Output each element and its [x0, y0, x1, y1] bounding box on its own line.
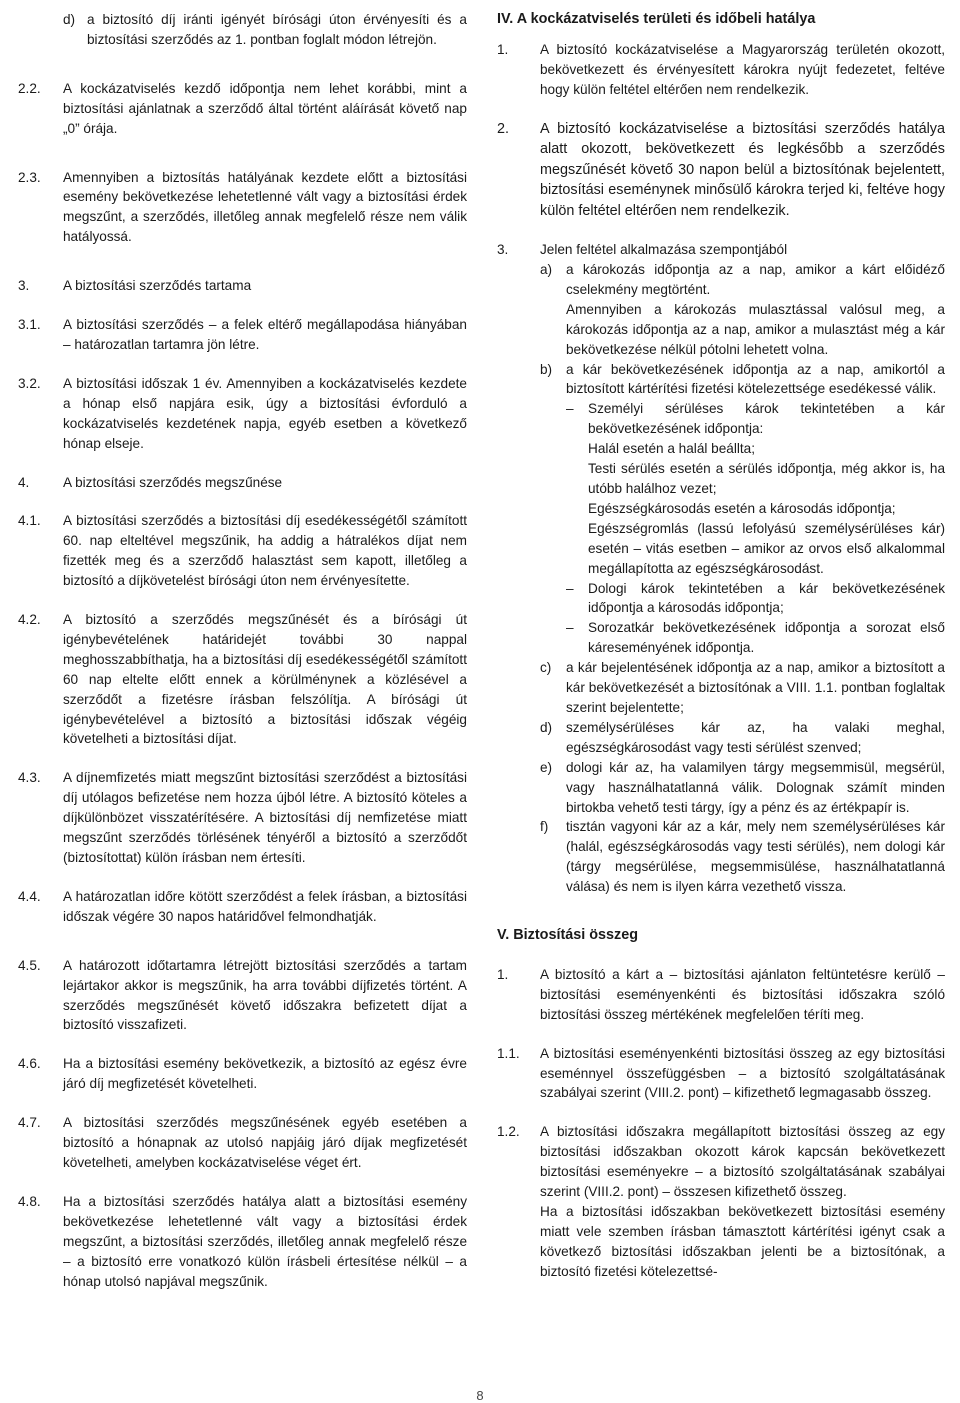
clause-4-1	[18, 511, 467, 591]
clause-4-7	[18, 1113, 467, 1173]
clause-number: 4.1.	[18, 513, 41, 529]
left-column	[18, 10, 467, 1291]
clause-number: 4.2.	[18, 612, 41, 628]
clause-3-1	[18, 315, 467, 355]
clause-number: 2.	[497, 120, 510, 137]
definition-text: dologi kár az, ha valamilyen tárgy megsemmisül, megsérül, vagy használhatatlanná válik. Dolognak számít minden birtokba vehető testi tárgy, így a pénz és az értékpapír is.	[566, 759, 945, 815]
clause-2-3	[18, 168, 467, 248]
definition-label: a)	[540, 262, 553, 278]
clause-2-1-d	[63, 10, 467, 50]
clause-number: 3.2.	[18, 375, 41, 391]
clause-text: A biztosítási időszak 1 év. Amennyiben a kockázatviselés kezdete a hónap első napjára esik, úgy a biztosítási évforduló a kockázatviselés kezdetének napja, egyéb esetben a következő hónap elseje.	[63, 375, 467, 451]
definition-label: b)	[540, 361, 553, 377]
definition-label: e)	[540, 759, 553, 775]
dash-text: Sorozatkár bekövetkezésének időpontja a sorozat első káreseményének időpontja.	[588, 620, 945, 656]
definition-label: f)	[540, 819, 549, 835]
clause-text: Jelen feltétel alkalmazása szempontjából	[540, 242, 788, 258]
definition-text: tisztán vagyoni kár az a kár, mely nem személysérüléses kár (halál, egészségkárosodás vagy testi sérülés), nem dologi kár (tárgy megsérülése, megsemmisülése, használhatatlanná válása) és nem is ilyen kárra vezethető vissza.	[566, 819, 945, 895]
clause-v-1	[497, 965, 945, 1025]
clause-number: 1.1.	[497, 1045, 520, 1061]
clause-text: A határozott időtartamra létrejött biztosítási szerződés a tartam lejártakor akkor is megszűnik, ha arra további díjfizetés történt. A szerződés megszűnését követő időszakra befizetett díjat a biztosító visszafizeti.	[63, 957, 467, 1033]
clause-text: Ha a biztosítási esemény bekövetkezik, a biztosító az egész évre járó díj megfizetését követelheti.	[63, 1056, 467, 1092]
clause-text: Amennyiben a biztosítás hatályának kezdete előtt a biztosítási esemény bekövetkezése lehetetlenné vált vagy a biztosítási érdek megszűnt, a szerződés, illetőleg annak megfelelő része nem válik hatályossá.	[63, 169, 467, 245]
definition-a-continued: Amennyiben a károkozás mulasztással valósul meg, a károkozás időpontja az a nap, amikor a mulasztást még a kár bekövetkezése nélkül pótolni lehetett volna.	[566, 301, 945, 357]
definition-f	[540, 817, 945, 897]
section-number: 3.	[18, 278, 30, 294]
definition-a	[540, 260, 945, 300]
definition-b	[540, 360, 945, 400]
section-4-heading	[18, 473, 467, 493]
dash-subline: Halál esetén a halál beállta;	[588, 441, 756, 457]
clause-iv-1	[497, 40, 945, 100]
dash-text: Dologi károk tekintetében a kár bekövetkezésének időpontja a károsodás időpontja;	[588, 580, 945, 616]
clause-text: a biztosító díj iránti igényét bírósági úton érvényesíti és a biztosítási szerződés az 1. pontban foglalt módon létrejön.	[87, 12, 467, 47]
clause-number: 3.	[497, 242, 509, 258]
definition-text: a kár bekövetkezésének időpontja az a nap, amikortól a biztosított kártérítési fizetési kötelezettsége esedékessé válik.	[566, 361, 945, 397]
clause-text: A biztosítási szerződés a biztosítási díj esedékességétől számított 60. nap elteltével megszűnik, ha addig a hátralékos díjat nem fizették meg és a szerződő halasztást sem kapott, illetőleg a biztosító a díjkövetelést bírósági úton nem érvényesítette.	[63, 513, 467, 589]
clause-number: 4.8.	[18, 1193, 41, 1209]
clause-text: A biztosító a szerződés megszűnését és a bírósági út igénybevételének határidejét további 30 nappal meghosszabbíthatja, ha a biztosítási díj esedékességétől számított 60 nap eltelte előtt ennek a körülménynek a közlésével a szerződőt a fizetésre írásban felszólítja. A bírósági út igénybevételével a biztosító a biztosítási időszak végéig követelheti a biztosítási díjat.	[63, 612, 467, 747]
definition-label: c)	[540, 660, 552, 676]
clause-text: A biztosítási szerződés – a felek eltérő megállapodása hiányában – határozatlan tartamra jön létre.	[63, 317, 467, 352]
clause-text: A biztosító kockázatviselése a Magyarország területén okozott, bekövetkezett és érvényesített károkra nyújt fedezetet, feltéve hogy külön feltétel eltérően nem rendelkezik.	[540, 41, 945, 97]
clause-text: Ha a biztosítási szerződés hatálya alatt a biztosítási esemény bekövetkezése lehetetlenné vált vagy a biztosítási érdek megszűnt, a biztosítási szerződés, illetőleg annak megfelelő része – a biztosító erre vonatkozó külön írásbeli értesítése nélkül – a hónap utolsó napjával megszűnik.	[63, 1193, 467, 1289]
dash-marker: –	[566, 580, 574, 596]
section-title: A biztosítási szerződés tartama	[63, 278, 252, 294]
section-iv-heading: IV. A kockázatviselés területi és időbeli hatálya	[497, 11, 816, 27]
clause-number: 1.	[497, 966, 509, 982]
definition-c	[540, 658, 945, 718]
clause-4-2	[18, 610, 467, 749]
clause-4-5	[18, 956, 467, 1036]
section-3-heading	[18, 276, 467, 296]
dash-text: Személyi sérüléses károk tekintetében a kár bekövetkezésének időpontja:	[588, 401, 945, 437]
clause-text: A kockázatviselés kezdő időpontja nem lehet korábbi, mint a biztosítási ajánlatnak a szerződő által történt aláírását követő nap „0” órája.	[63, 80, 467, 136]
clause-number: 3.1.	[18, 317, 41, 333]
dash-marker: –	[566, 401, 574, 417]
clause-number: 4.4.	[18, 888, 41, 904]
dash-item-series	[566, 618, 945, 658]
clause-v-1-2	[497, 1122, 945, 1281]
clause-number: 2.2.	[18, 80, 41, 96]
clause-text: A biztosítási eseményenkénti biztosítási összeg az egy biztosítási eseménnyel összefüggésben – a biztosító szolgáltatásának szabályai szerint (VIII.2. pont) – kifizethető legmagasabb összeg.	[540, 1045, 945, 1101]
clause-text: A díjnemfizetés miatt megszűnt biztosítási szerződést a biztosítási díj utólagos befizetése nem hozza újból létre. A biztosító köteles a díjkülönbözet visszatérítésére. A biztosítási díj nemfizetése miatt megszűnt szerződés törlésének tényéről a biztosító a szerződőt (biztosítottat) külön írásban nem értesíti.	[63, 770, 467, 865]
definition-text: személysérüléses kár az, ha valaki meghal, egészségkárosodást vagy testi sérülést szenved;	[566, 719, 945, 755]
definition-d	[540, 718, 945, 758]
clause-iv-3	[497, 240, 945, 260]
clause-text-continued: Ha a biztosítási időszakban bekövetkezett biztosítási esemény miatt vele szemben írásban támasztott kártérítési igényt csak a következő biztosítási időszakban jelenti be a biztosítónak, a biztosító fizetési kötelezettsé-	[540, 1204, 945, 1279]
clause-text: A biztosító a kárt a – biztosítási ajánlaton feltüntetésre kerülő – biztosítási eseményenkénti és biztosítási időszakra szóló biztosítási összeg mértékének megfelelően téríti meg.	[540, 966, 945, 1022]
definition-text: a károkozás időpontja az a nap, amikor a kárt előidéző cselekmény megtörtént.	[566, 262, 945, 297]
clause-text: A biztosítási időszakra megállapított biztosítási összeg az egy biztosítási időszakban okozott károk kapcsán bekövetkezett biztosítási eseményekre – a biztosító szolgáltatásának szabályai szerint (VIII.2. pont) – összesen kifizethető összeg.	[540, 1124, 945, 1200]
clause-number: 4.3.	[18, 770, 41, 786]
clause-number: 4.7.	[18, 1115, 41, 1131]
dash-item-property	[566, 579, 945, 619]
clause-3-2	[18, 374, 467, 454]
dash-marker: –	[566, 620, 574, 636]
dash-item-personal	[566, 399, 945, 439]
clause-text: A biztosító kockázatviselése a biztosítási szerződés hatálya alatt okozott, bekövetkezett és legkésőbb a szerződés megszűnését követő 30 napon belül a biztosítónak bejelentett, biztosítási eseménynek minősülő károkra terjed ki, feltéve hogy külön feltétel eltérően nem rendelkezik.	[540, 120, 945, 219]
definition-e	[540, 758, 945, 818]
definition-text: a kár bejelentésének időpontja az a nap, amikor a biztosított a kár bekövetkezését a biztosítónak a VIII. 1.1. pontban foglaltak szerint bejelentette;	[566, 660, 945, 715]
clause-number: 2.3.	[18, 169, 41, 185]
section-number: 4.	[18, 474, 30, 490]
clause-number: 1.	[497, 41, 509, 57]
definition-label: d)	[540, 719, 553, 735]
dash-subline: Egészségromlás (lassú lefolyású személysérüléses kár) esetén – vitás esetben – amikor az orvos első alkalommal megállapította az egészségkárosodást.	[588, 520, 945, 576]
clause-number: d)	[63, 12, 76, 27]
dash-subline: Egészségkárosodás esetén a károsodás időpontja;	[588, 500, 896, 516]
dash-subline: Testi sérülés esetén a sérülés időpontja, még akkor is, ha utóbb halálhoz vezet;	[588, 461, 945, 496]
clause-v-1-1	[497, 1044, 945, 1104]
clause-4-3	[18, 768, 467, 868]
clause-4-6	[18, 1054, 467, 1094]
page-number: 8	[476, 1388, 484, 1403]
clause-4-8	[18, 1192, 467, 1292]
clause-iv-2	[497, 119, 945, 222]
section-title: A biztosítási szerződés megszűnése	[63, 474, 283, 490]
clause-text: A határozatlan időre kötött szerződést a felek írásban, a biztosítási időszak végére 30 napos határidővel felmondhatják.	[63, 888, 467, 924]
clause-number: 1.2.	[497, 1124, 520, 1140]
clause-number: 4.6.	[18, 1056, 41, 1072]
clause-number: 4.5.	[18, 957, 41, 973]
clause-4-4	[18, 887, 467, 927]
right-column	[497, 10, 945, 1282]
clause-text: A biztosítási szerződés megszűnésének egyéb esetében a biztosító a hónapnak az utolsó napjáig járó díjak megfizetését követelheti, amelyben kockázatviselése véget ért.	[63, 1115, 467, 1170]
clause-2-2	[18, 79, 467, 139]
section-v-heading: V. Biztosítási összeg	[497, 927, 639, 944]
